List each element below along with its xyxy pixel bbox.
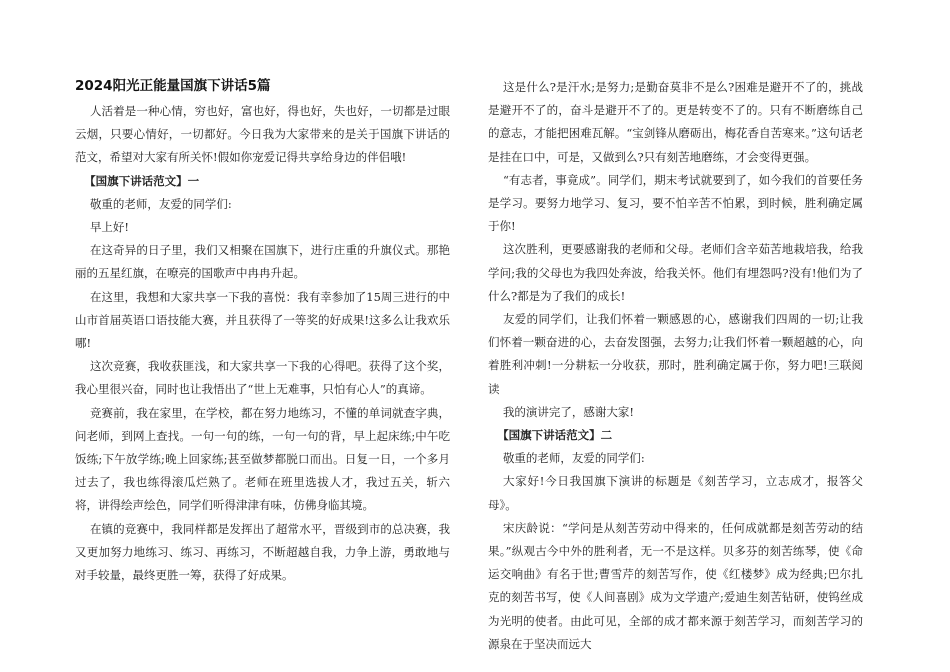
salutation: 敬重的老师，友爱的同学们: <box>89 196 232 211</box>
paragraph: “有志者，事竟成”。同学们，期末考试就要到了，如今我们的首要任务是学习。要努力地学习、复习，要不怕辛苦不怕累，到时候，胜利确定属于你! <box>488 172 863 234</box>
left-column <box>75 76 450 587</box>
paragraph: 竞赛前，我在家里，在学校，都在努力地练习，不懂的单词就查字典，问老师，到网上查找。一句一句的练，一句一句的背，早上起床练;中午吃饭练;下午放学练;晚上回家练;甚至做梦都脱口而出。日复一日，一个多月过去了，我也练得滚瓜烂熟了。老师在班里选拔人才，我过五关，斩六将，讲得绘声绘色，同学们听得津津有味，仿佛身临其境。 <box>75 405 450 513</box>
paragraph: 在镇的竞赛中，我同样都是发挥出了超常水平，晋级到市的总决赛，我又更加努力地练习、练习、再练习，不断超越自我，力争上游，勇敢地与对手较量，最终更胜一筹，获得了好成果。 <box>75 521 450 583</box>
paragraph: 人活着是一种心情，穷也好，富也好，得也好，失也好，一切都是过眼云烟，只要心情好，一切都好。今日我为大家带来的是关于国旗下讲话的范文，希望对大家有所关怀!假如你宠爱记得共享给身边的伴侣哦! <box>75 104 450 165</box>
paragraph: 在这奇异的日子里，我们又相聚在国旗下，进行庄重的升旗仪式。那艳丽的五星红旗，在嘹亮的国歌声中冉冉升起。 <box>75 243 450 281</box>
right-column <box>488 76 863 656</box>
paragraph: 这次胜利，更要感谢我的老师和父母。老师们含辛茹苦地栽培我，给我学问;我的父母也为我四处奔波，给我关怀。他们有埋怨吗?没有!他们为了什么?都是为了我们的成长! <box>488 242 863 303</box>
paragraph: 在这里，我想和大家共享一下我的喜悦：我有幸参加了15周三进行的中山市首届英语口语技能大赛，并且获得了一等奖的好成果!这多么让我欢乐哪! <box>75 289 450 351</box>
salutation: 敬重的老师，友爱的同学们: <box>502 451 645 466</box>
paragraph: 友爱的同学们，让我们怀着一颗感恩的心，感谢我们四周的一切;让我们怀着一颗奋进的心，去奋发图强，去努力;让我们怀着一颗超越的心，向着胜利冲刺!一分耕耘一分收获，那时，胜利确定属于你，努力吧!三联阅读 <box>488 312 863 396</box>
section-heading: 【国旗下讲话范文】二 <box>497 428 613 443</box>
greeting: 早上好! <box>89 220 130 235</box>
paragraph: 宋庆龄说：“学问是从刻苦劳动中得来的，任何成就都是刻苦劳动的结果。”纵观古今中外的胜利者，无一不是这样。贝多芬的刻苦练琴，使《命运交响曲》有名于世;曹雪芹的刻苦写作，使《红楼梦》成为经典;巴尔扎克的刻苦书写，使《人间喜剧》成为文学遗产;爱迪生刻苦钻研，使钨丝成为光明的使者。由此可见，全部的成才都来源于刻苦学习，而刻苦学习的源泉在于坚决而远大 <box>488 520 863 651</box>
paragraph: 这次竞赛，我收获匪浅，和大家共享一下我的心得吧。获得了这个奖，我心里很兴奋，同时也让我悟出了“世上无难事，只怕有心人”的真谛。 <box>75 359 450 397</box>
paragraph: 这是什么?是汗水;是努力;是勤奋莫非不是么?困难是避开不了的，挑战是避开不了的，奋斗是避开不了的。更是转变不了的。只有不断磨练自己的意志，才能把困难瓦解。“宝剑锋从磨砺出，梅花香自苦寒来。”这句话老是挂在口中，可是，又做到么?只有刻苦地磨练，才会变得更强。 <box>488 80 863 164</box>
closing-line: 我的演讲完了，感谢大家! <box>502 404 635 419</box>
section-heading: 【国旗下讲话范文】一 <box>84 173 200 188</box>
document-title: 2024阳光正能量国旗下讲话5篇 <box>75 78 271 94</box>
paragraph: 大家好!今日我国旗下演讲的标题是《刻苦学习，立志成才，报答父母》。 <box>488 474 863 512</box>
